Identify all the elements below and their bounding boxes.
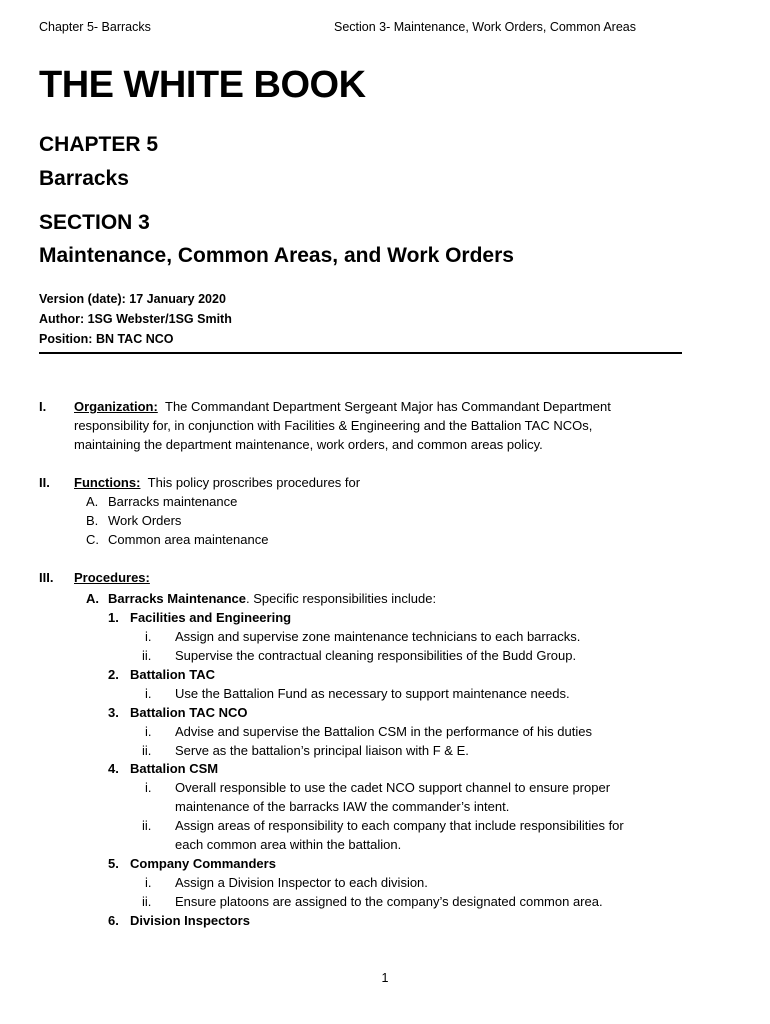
group-title: Battalion TAC [130,667,215,682]
group-number: 3. [108,705,119,720]
functions-heading: Functions: [74,475,141,490]
functions-item-letter: C. [86,532,99,547]
item-numeral: i. [145,686,152,701]
item-text: Assign and supervise zone maintenance technicians to each barracks. [175,629,581,644]
functions-item-letter: B. [86,513,99,528]
group-title: Battalion TAC NCO [130,705,248,720]
functions-intro: This policy proscribes procedures for [147,475,361,490]
functions-item: Barracks maintenance [108,494,238,509]
procedures-a-letter: A. [86,591,99,606]
functions-item-letter: A. [86,494,99,509]
version-line: Version (date): 17 January 2020 [39,292,226,306]
procedures-a-intro: . Specific responsibilities include: [246,591,437,606]
item-numeral: i. [145,724,152,739]
item-text: Serve as the battalion’s principal liaison with F & E. [175,743,469,758]
item-numeral: ii. [142,648,152,663]
item-numeral: i. [145,629,152,644]
item-text: Overall responsible to use the cadet NCO support channel to ensure proper [175,780,611,795]
section-num-organization: I. [39,399,47,414]
group-number: 5. [108,856,119,871]
item-numeral: i. [145,780,152,795]
organization-line-1 [74,397,611,416]
section-label: SECTION 3 [39,211,150,234]
organization-heading: Organization: [74,399,158,414]
item-text-continued: maintenance of the barracks IAW the commander’s intent. [175,799,510,814]
title-divider [39,352,682,354]
item-text: Use the Battalion Fund as necessary to support maintenance needs. [175,686,570,701]
chapter-label: CHAPTER 5 [39,133,159,156]
item-text: Supervise the contractual cleaning responsibilities of the Budd Group. [175,648,577,663]
procedures-heading: Procedures: [74,570,150,585]
item-numeral: ii. [142,818,152,833]
item-numeral: ii. [142,894,152,909]
group-title: Facilities and Engineering [130,610,292,625]
section-num-procedures: III. [39,570,54,585]
group-number: 2. [108,667,119,682]
group-number: 1. [108,610,119,625]
position-line: Position: BN TAC NCO [39,332,174,346]
functions-item: Work Orders [108,513,182,528]
page-number: 1 [381,971,389,985]
item-numeral: i. [145,875,152,890]
running-header-left: Chapter 5- Barracks [39,20,151,34]
item-text: Assign a Division Inspector to each division. [175,875,428,890]
running-header-right: Section 3- Maintenance, Work Orders, Common Areas [334,20,636,34]
item-text: Ensure platoons are assigned to the company’s designated common area. [175,894,603,909]
item-text-continued: each common area within the battalion. [175,837,402,852]
section-num-functions: II. [39,475,50,490]
author-line: Author: 1SG Webster/1SG Smith [39,312,232,326]
section-name: Maintenance, Common Areas, and Work Orders [39,244,514,267]
group-number: 6. [108,913,119,928]
procedures-a-line [108,589,436,608]
functions-line [74,473,360,492]
group-title: Battalion CSM [130,761,219,776]
organization-line-3: maintaining the department maintenance, work orders, and common areas policy. [74,437,543,452]
group-number: 4. [108,761,119,776]
item-text: Advise and supervise the Battalion CSM in the performance of his duties [175,724,592,739]
organization-line-2: responsibility for, in conjunction with Facilities & Engineering and the Battalion TAC NCOs, [74,418,593,433]
organization-text: The Commandant Department Sergeant Major has Commandant Department [165,399,611,414]
procedures-a-title: Barracks Maintenance [108,591,247,606]
item-numeral: ii. [142,743,152,758]
item-text: Assign areas of responsibility to each company that include responsibilities for [175,818,624,833]
document-title: THE WHITE BOOK [39,64,366,106]
group-title: Division Inspectors [130,913,250,928]
group-title: Company Commanders [130,856,276,871]
chapter-name: Barracks [39,167,129,190]
functions-item: Common area maintenance [108,532,269,547]
